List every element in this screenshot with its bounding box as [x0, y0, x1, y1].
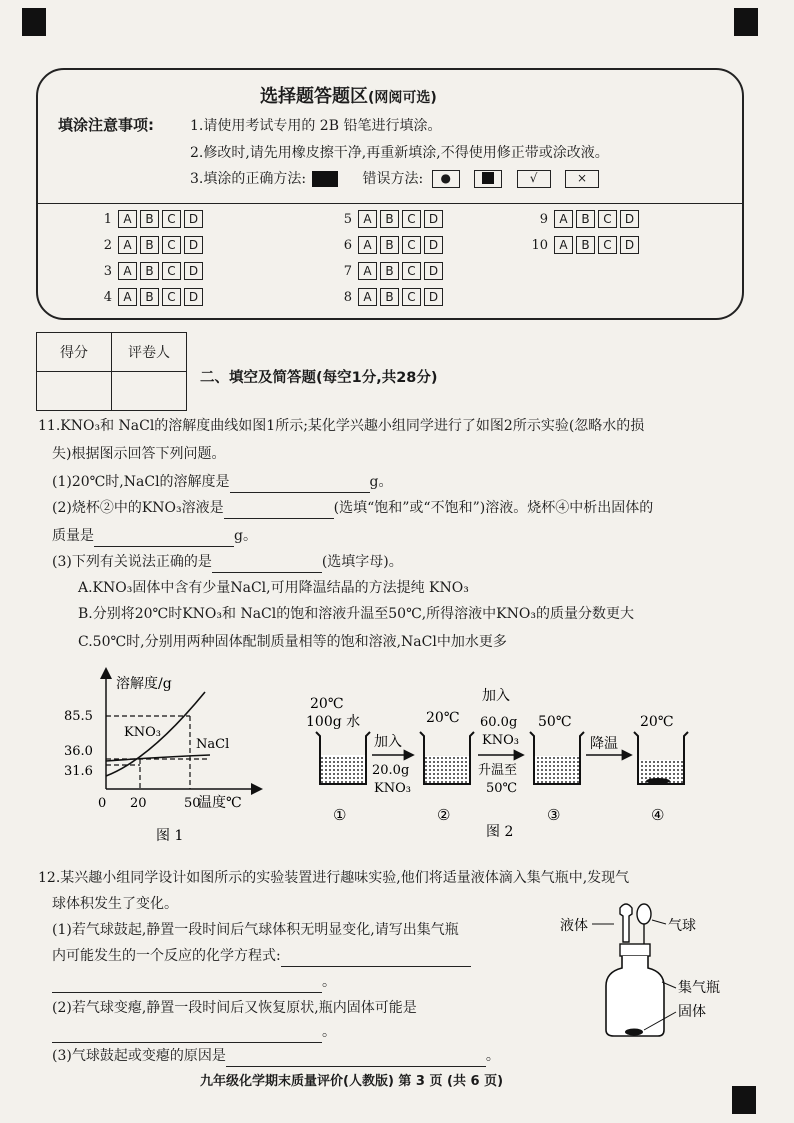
q12-apparatus	[560, 896, 760, 1046]
answer-bubble[interactable]: C	[162, 288, 181, 306]
answer-row	[334, 210, 446, 228]
answer-bubble[interactable]: B	[140, 210, 159, 228]
fig2-caption: 图 2	[486, 824, 514, 840]
answer-row	[94, 236, 206, 254]
score-table	[36, 332, 187, 411]
question-number: 5	[343, 211, 352, 227]
answer-area-title: 选择题答题区(网阅可选)	[260, 86, 437, 107]
q11-blank-3[interactable]	[94, 528, 234, 547]
correct-fill-sample	[312, 171, 338, 187]
balloon-icon	[637, 904, 651, 924]
corner-mark-top-left	[22, 8, 46, 36]
beaker-1	[306, 696, 370, 824]
answer-bubble[interactable]: A	[358, 210, 377, 228]
answer-row	[530, 210, 642, 228]
answer-bubble[interactable]: B	[380, 262, 399, 280]
answer-row	[94, 262, 206, 280]
arrow-2-top-3: KNO₃	[482, 733, 519, 748]
q11-option-c: C.50℃时,分别用两种固体配制质量相等的饱和溶液,NaCl中加水更多	[78, 634, 507, 650]
answer-bubble[interactable]: C	[598, 236, 617, 254]
answer-bubble[interactable]: A	[358, 236, 377, 254]
answer-bubble[interactable]: D	[184, 288, 203, 306]
answer-bubble[interactable]: B	[140, 262, 159, 280]
figure-2-experiment	[300, 680, 700, 844]
answer-bubble[interactable]: C	[162, 262, 181, 280]
answer-bubble[interactable]: C	[162, 210, 181, 228]
beaker-1-water: 100g 水	[306, 714, 361, 730]
beaker-2-label: ②	[437, 806, 451, 824]
q11-stem-1: 11.KNO₃和 NaCl的溶解度曲线如图1所示;某化学兴趣小组同学进行了如图2所示实验(忽略水的损	[38, 418, 645, 434]
q12-part-2: (2)若气球变瘪,静置一段时间后又恢复原状,瓶内固体可能是	[52, 1000, 417, 1016]
beaker-2	[420, 710, 474, 824]
answer-bubble[interactable]: D	[424, 236, 443, 254]
q12-stem-1: 12.某兴趣小组同学设计如图所示的实验装置进行趣味实验,他们将适量液体滴入集气瓶中,发现气	[38, 870, 630, 886]
notice-2: 2.修改时,请先用橡皮擦干净,再重新填涂,不得使用修正带或涂改液。	[190, 145, 609, 161]
answer-bubble[interactable]: B	[576, 236, 595, 254]
q12-part-1c: 。	[52, 972, 336, 993]
arrow-2-bottom-1: 升温至	[478, 763, 518, 778]
answer-row	[334, 236, 446, 254]
q11-part-1: (1)20℃时,NaCl的溶解度是 g。	[52, 472, 393, 493]
answer-bubble[interactable]: A	[554, 210, 573, 228]
section-2-title: 二、填空及简答题(每空1分,共28分)	[200, 370, 438, 386]
solid-icon	[625, 1029, 643, 1036]
fig1-xtick-0: 0	[98, 796, 107, 811]
question-number: 1	[103, 211, 112, 227]
answer-bubble[interactable]: A	[554, 236, 573, 254]
q12-blank-1a[interactable]	[281, 948, 471, 967]
answer-bubble[interactable]: A	[118, 210, 137, 228]
q12-part-2b: 。	[52, 1022, 336, 1043]
wrong-mark-dot: ●	[432, 170, 460, 188]
arrow-2-top-1: 加入	[482, 688, 510, 704]
arrow-1-bottom-1: 20.0g	[372, 763, 410, 778]
q12-blank-2[interactable]	[52, 1024, 322, 1043]
corner-mark-bottom-right	[732, 1086, 756, 1114]
beaker-4-temp: 20℃	[640, 714, 674, 730]
stopper-icon	[620, 944, 650, 956]
wrong-mark-check: √	[517, 170, 551, 188]
q11-blank-4[interactable]	[212, 554, 322, 573]
fig1-label-kno3: KNO₃	[124, 725, 161, 740]
answer-bubble[interactable]: C	[402, 262, 421, 280]
answer-bubble[interactable]: A	[118, 288, 137, 306]
fig1-caption: 图 1	[156, 828, 184, 844]
answer-bubble[interactable]: D	[424, 262, 443, 280]
answer-bubble[interactable]: D	[184, 210, 203, 228]
fig1-ytick-36: 36.0	[64, 744, 93, 759]
answer-bubble[interactable]: B	[380, 210, 399, 228]
answer-bubble[interactable]: A	[118, 236, 137, 254]
fig1-nacl-curve	[106, 755, 210, 761]
fig1-label-nacl: NaCl	[196, 737, 230, 752]
q11-part-3: (3)下列有关说法正确的是 (选填字母)。	[52, 552, 403, 573]
answer-row	[530, 236, 642, 254]
answer-bubble[interactable]: C	[402, 236, 421, 254]
arrow-1-top: 加入	[374, 734, 402, 750]
fig1-ytick-31: 31.6	[64, 764, 93, 779]
wrong-mark-half	[474, 170, 502, 188]
answer-bubble[interactable]: D	[184, 236, 203, 254]
fig1-xtick-50: 50	[184, 796, 201, 811]
fig1-ytick-85: 85.5	[64, 709, 93, 724]
figure-1-solubility-curve	[60, 664, 290, 846]
beaker-3	[530, 714, 584, 824]
beaker-1-label: ①	[333, 806, 347, 824]
dropper-icon	[620, 904, 632, 942]
q11-blank-2[interactable]	[224, 500, 334, 519]
answer-bubble[interactable]: D	[620, 236, 639, 254]
answer-bubble[interactable]: B	[140, 288, 159, 306]
q11-option-b: B.分别将20℃时KNO₃和 NaCl的饱和溶液升温至50℃,所得溶液中KNO₃的质量分数更大	[78, 606, 634, 622]
arrow-3-top: 降温	[590, 736, 618, 752]
question-number: 10	[531, 237, 548, 253]
arrow-2-bottom-2: 50℃	[486, 781, 518, 796]
question-number: 4	[103, 289, 112, 305]
notice-label: 填涂注意事项:	[58, 116, 154, 134]
apparatus-label-balloon: 气球	[668, 918, 696, 934]
beaker-3-temp: 50℃	[538, 714, 572, 730]
apparatus-label-bottle: 集气瓶	[678, 980, 720, 996]
q11-option-a: A.KNO₃固体中含有少量NaCl,可用降温结晶的方法提纯 KNO₃	[78, 580, 469, 596]
q12-part-1: (1)若气球鼓起,静置一段时间后气球体积无明显变化,请写出集气瓶	[52, 922, 459, 938]
q12-blank-3[interactable]	[226, 1048, 486, 1067]
q12-blank-1b[interactable]	[52, 974, 322, 993]
beaker-4-label: ④	[651, 806, 665, 824]
notice-1: 1.请使用考试专用的 2B 铅笔进行填涂。	[190, 118, 442, 134]
answer-bubble[interactable]: D	[184, 262, 203, 280]
beaker-2-temp: 20℃	[426, 710, 460, 726]
score-cell[interactable]	[37, 372, 112, 411]
answer-bubble[interactable]: B	[380, 236, 399, 254]
answer-row	[334, 288, 446, 306]
answer-row	[94, 288, 206, 306]
q11-stem-2: 失)根据图示回答下列问题。	[52, 446, 226, 462]
question-number: 8	[343, 289, 352, 305]
grader-header: 评卷人	[112, 333, 187, 372]
q12-part-3-line: (3)气球鼓起或变瘪的原因是 。	[52, 1046, 500, 1067]
question-number: 2	[103, 237, 112, 253]
answer-bubble[interactable]: D	[620, 210, 639, 228]
q12-part-1b: 内可能发生的一个反应的化学方程式:	[52, 946, 471, 967]
question-number: 3	[103, 263, 112, 279]
apparatus-label-liquid: 液体	[560, 918, 588, 934]
answer-bubble[interactable]: A	[358, 262, 377, 280]
wrong-mark-cross: ×	[565, 170, 599, 188]
answer-bubble[interactable]: B	[140, 236, 159, 254]
answer-row	[94, 210, 206, 228]
page-footer: 九年级化学期末质量评价(人教版) 第 3 页 (共 6 页)	[200, 1074, 504, 1089]
score-header: 得分	[37, 333, 112, 372]
beaker-4	[634, 714, 688, 824]
fig1-ylabel: 溶解度/g	[116, 676, 172, 692]
beaker-3-label: ③	[547, 806, 561, 824]
question-number: 7	[343, 263, 352, 279]
notice-3: 3.填涂的正确方法: 错误方法: ● √ ×	[190, 168, 609, 188]
answer-bubble[interactable]: C	[162, 236, 181, 254]
q11-blank-1[interactable]	[230, 474, 370, 493]
answer-area-divider	[36, 203, 744, 204]
answer-bubble[interactable]: C	[402, 210, 421, 228]
answer-bubble[interactable]: D	[424, 210, 443, 228]
question-number: 6	[343, 237, 352, 253]
q12-stem-2: 球体积发生了变化。	[52, 896, 178, 912]
answer-bubble[interactable]: C	[402, 288, 421, 306]
fig1-xlabel: 温度℃	[198, 795, 242, 811]
arrow-1-bottom-2: KNO₃	[374, 781, 411, 796]
arrow-2-top-2: 60.0g	[480, 715, 518, 730]
answer-bubble[interactable]: D	[424, 288, 443, 306]
q11-part-2: (2)烧杯②中的KNO₃溶液是 (选填“饱和”或“不饱和”)溶液。烧杯④中析出固体的	[52, 498, 653, 519]
answer-bubble[interactable]: C	[598, 210, 617, 228]
question-number: 9	[539, 211, 548, 227]
corner-mark-top-right	[734, 8, 758, 36]
answer-row	[334, 262, 446, 280]
q11-part-2b: 质量是 g。	[52, 526, 257, 547]
grader-cell[interactable]	[112, 372, 187, 411]
beaker-1-temp: 20℃	[310, 696, 344, 712]
answer-bubble[interactable]: A	[358, 288, 377, 306]
fig1-xtick-20: 20	[130, 796, 147, 811]
answer-bubble[interactable]: A	[118, 262, 137, 280]
answer-bubble[interactable]: B	[576, 210, 595, 228]
apparatus-label-solid: 固体	[678, 1004, 706, 1020]
answer-bubble[interactable]: B	[380, 288, 399, 306]
